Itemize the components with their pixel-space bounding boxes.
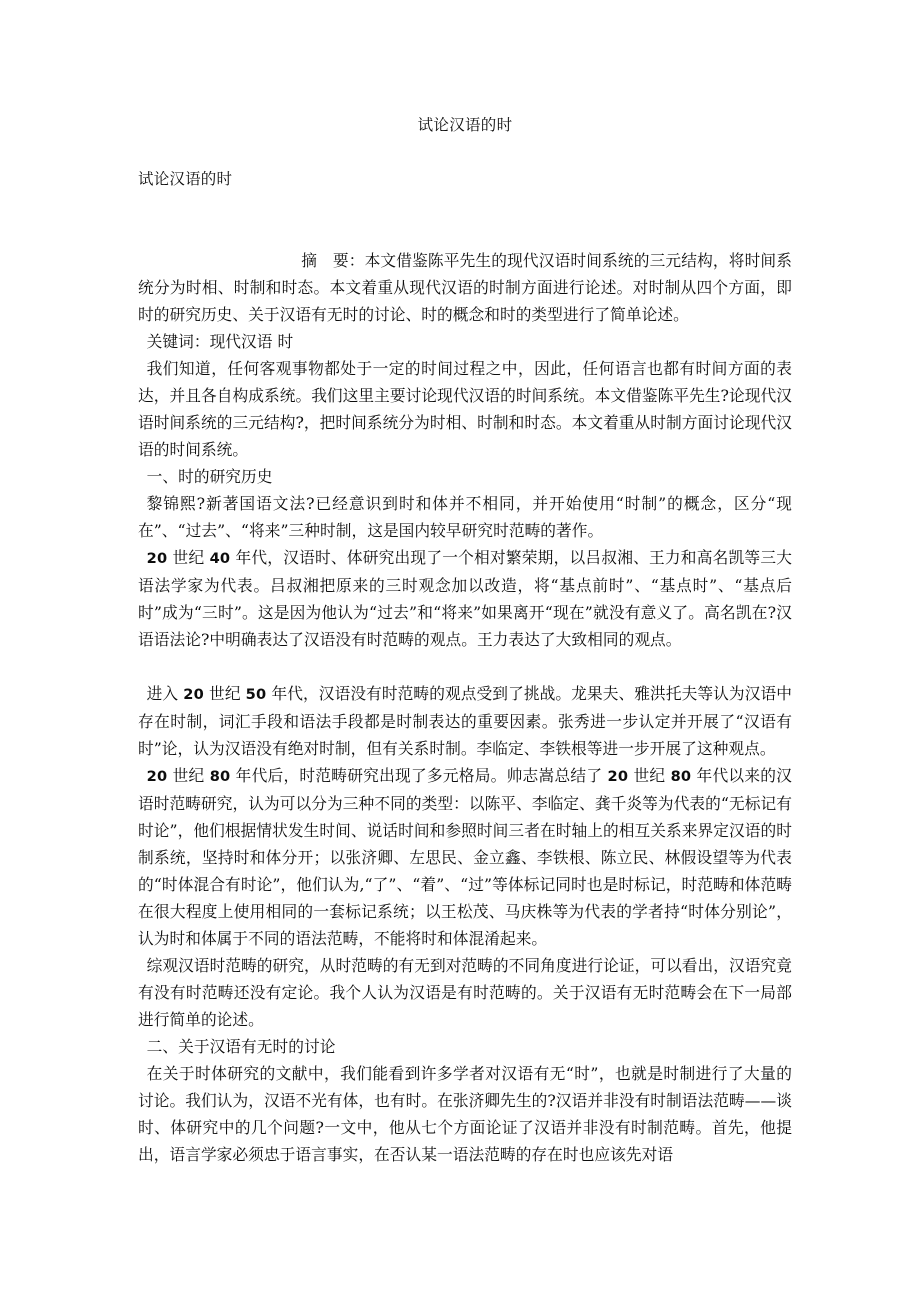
- paragraph-gap: [138, 653, 792, 680]
- paragraph-1940s: 20 世纪 40 年代，汉语时、体研究出现了一个相对繁荣期，以吕叔湘、王力和高名凯等三大语法学家为代表。吕叔湘把原来的三时观念加以改造，将“基点前时”、“基点时”、“基点后时”成为“三时”。这是因为他认为“过去”和“将来”如果离开“现在”就没有意义了。高名凯在?汉语语法论?中明确表达了汉语没有时范畴的观点。王力表达了大致相同的观点。: [138, 548, 792, 649]
- paragraph-1950s: 进入 20 世纪 50 年代，汉语没有时范畴的观点受到了挑战。龙果夫、雅洪托夫等认为汉语中存在时制，词汇手段和语法手段都是时制表达的重要因素。张秀进一步认定并开展了“汉语有时”论，认为汉语没有绝对时制，但有关系时制。李临定、李铁根等进一步开展了这种观点。: [138, 684, 792, 758]
- paragraph-section-2-body: 在关于时体研究的文献中，我们能看到许多学者对汉语有无“时”，也就是时制进行了大量的讨论。我们认为，汉语不光有体，也有时。在张济卿先生的?汉语并非没有时制语法范畴——谈时、体研究中的几个问题?一文中，他从七个方面论证了汉语并非没有时制范畴。首先，他提出，语言学家必须忠于语言事实，在否认某一语法范畴的存在时也应该先对语: [138, 1064, 792, 1164]
- page-title: 试论汉语的时: [417, 116, 513, 134]
- paragraph-lijinxi: 黎锦熙?新著国语文法?已经意识到时和体并不相同，并开始使用“时制”的概念，区分“现在”、“过去”、“将来”三种时制，这是国内较早研究时范畴的著作。: [138, 494, 792, 540]
- abstract-spacer: [138, 193, 792, 247]
- keywords-line: 关键词：现代汉语 时: [146, 332, 294, 351]
- section-heading-2: 二、关于汉语有无时的讨论: [146, 1037, 336, 1056]
- section-heading-1: 一、时的研究历史: [146, 467, 273, 486]
- inline-title: 试论汉语的时: [138, 170, 233, 188]
- title-spacer: [138, 139, 792, 166]
- document-body: [138, 108, 792, 1168]
- paragraph-intro: 我们知道，任何客观事物都处于一定的时间过程之中，因此，任何语言也都有时间方面的表达，并且各自构成系统。我们这里主要讨论现代汉语的时间系统。本文借鉴陈平先生?论现代汉语时间系统的三元结构?，把时间系统分为时相、时制和时态。本文着重从时制方面讨论现代汉语的时间系统。: [138, 359, 792, 459]
- abstract-paragraph: 摘 要：本文借鉴陈平先生的现代汉语时间系统的三元结构，将时间系统分为时相、时制和时态。本文着重从现代汉语的时制方面进行论述。对时制从四个方面，即时的研究历史、关于汉语有无时的讨论、时的概念和时的类型进行了简单论述。: [138, 251, 792, 324]
- paragraph-summary: 综观汉语时范畴的研究，从时范畴的有无到对范畴的不同角度进行论证，可以看出，汉语究竟有没有时范畴还没有定论。我个人认为汉语是有时范畴的。关于汉语有无时范畴会在下一局部进行简单的论述。: [138, 956, 792, 1029]
- paragraph-1980s: 20 世纪 80 年代后，时范畴研究出现了多元格局。帅志嵩总结了 20 世纪 80 年代以来的汉语时范畴研究，认为可以分为三种不同的类型：以陈平、李临定、龚千炎等为代表的“无标记有时论”，他们根据情状发生时间、说话时间和参照时间三者在时轴上的相互关系来界定汉语的时制系统，坚持时和体分开；以张济卿、左思民、金立鑫、李铁根、陈立民、林假设望等为代表的“时体混合有时论”，他们认为,“了”、“着”、“过”等体标记同时也是时标记，时范畴和体范畴在很大程度上使用相同的一套标记系统；以王松茂、马庆株等为代表的学者持“时体分别论”，认为时和体属于不同的语法范畴，不能将时和体混淆起来。: [138, 766, 792, 948]
